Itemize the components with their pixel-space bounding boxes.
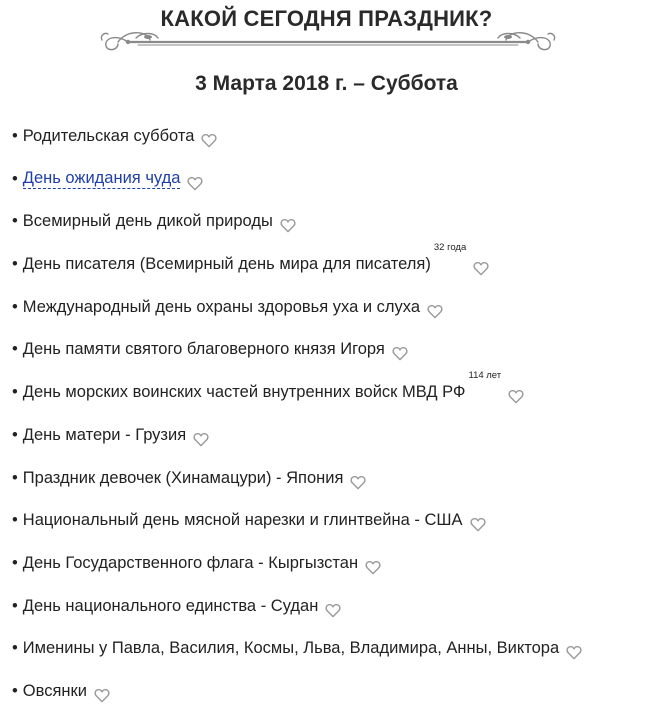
heart-outline-icon[interactable] xyxy=(566,641,582,656)
list-bullet: • xyxy=(12,639,18,658)
list-bullet: • xyxy=(12,553,18,572)
holiday-label: День Государственного флага - Кыргызстан xyxy=(22,553,359,572)
heart-outline-icon[interactable] xyxy=(508,385,524,400)
list-bullet: • xyxy=(12,297,18,316)
heart-outline-icon[interactable] xyxy=(392,342,408,357)
holiday-label: Всемирный день дикой природы xyxy=(22,212,273,231)
holiday-item xyxy=(12,592,582,635)
holiday-item xyxy=(12,207,582,250)
list-bullet: • xyxy=(12,127,18,145)
holiday-label: День памяти святого благоверного князя Игоря xyxy=(22,340,385,359)
heart-outline-icon[interactable] xyxy=(350,471,366,486)
holiday-item xyxy=(12,634,582,677)
holiday-item xyxy=(12,506,582,549)
holiday-item: • День писателя (Всемирный день мира для писателя) 32 года xyxy=(12,250,582,293)
holiday-label: Родительская суббота xyxy=(22,127,195,145)
list-bullet: • xyxy=(12,468,18,487)
holiday-item xyxy=(12,293,582,336)
list-bullet: • xyxy=(12,425,18,444)
list-bullet: • xyxy=(12,681,18,700)
holiday-item: • День морских воинских частей внутренних войск МВД РФ 114 лет xyxy=(12,378,582,421)
page-title: КАКОЙ СЕГОДНЯ ПРАЗДНИК? xyxy=(160,6,493,31)
heart-outline-icon[interactable] xyxy=(187,172,203,187)
list-bullet: • xyxy=(12,212,18,231)
list-bullet: • xyxy=(12,383,18,402)
holiday-item xyxy=(12,677,582,720)
heart-outline-icon[interactable] xyxy=(365,556,381,571)
heart-outline-icon[interactable] xyxy=(473,257,489,272)
holiday-label: Именины у Павла, Василия, Космы, Льва, Владимира, Анны, Виктора xyxy=(22,639,560,658)
holiday-label: Праздник девочек (Хинамацури) - Япония xyxy=(22,468,344,487)
holiday-label: День национального единства - Судан xyxy=(22,596,319,615)
list-bullet: • xyxy=(12,596,18,615)
heart-outline-icon[interactable] xyxy=(201,129,217,144)
list-bullet: • xyxy=(12,255,18,274)
holiday-item xyxy=(12,464,582,507)
holiday-item xyxy=(12,421,582,464)
list-bullet: • xyxy=(12,511,18,530)
holiday-label: Национальный день мясной нарезки и глинтвейна - США xyxy=(22,511,463,530)
heart-outline-icon[interactable] xyxy=(427,300,443,315)
heart-outline-icon[interactable] xyxy=(470,513,486,528)
heart-outline-icon[interactable] xyxy=(94,684,110,699)
holiday-item xyxy=(12,549,582,592)
ornament-divider-icon xyxy=(98,28,558,54)
holiday-item xyxy=(12,165,582,208)
holiday-item xyxy=(12,122,582,165)
current-date: 3 Марта 2018 г. – Суббота xyxy=(195,72,458,95)
heart-outline-icon[interactable] xyxy=(325,599,341,614)
holiday-list xyxy=(12,122,582,720)
holiday-label: День писателя (Всемирный день мира для писателя) xyxy=(22,255,431,274)
holiday-label: Овсянки xyxy=(22,681,87,700)
heart-outline-icon[interactable] xyxy=(193,428,209,443)
holiday-label: День морских воинских частей внутренних войск МВД РФ xyxy=(22,383,466,402)
list-bullet: • xyxy=(12,169,18,188)
heart-outline-icon[interactable] xyxy=(280,214,296,229)
holiday-label: День матери - Грузия xyxy=(22,425,187,444)
list-bullet: • xyxy=(12,340,18,359)
holiday-link[interactable]: День ожидания чуда xyxy=(22,168,181,187)
holiday-label: Международный день охраны здоровья уха и слуха xyxy=(22,297,421,316)
